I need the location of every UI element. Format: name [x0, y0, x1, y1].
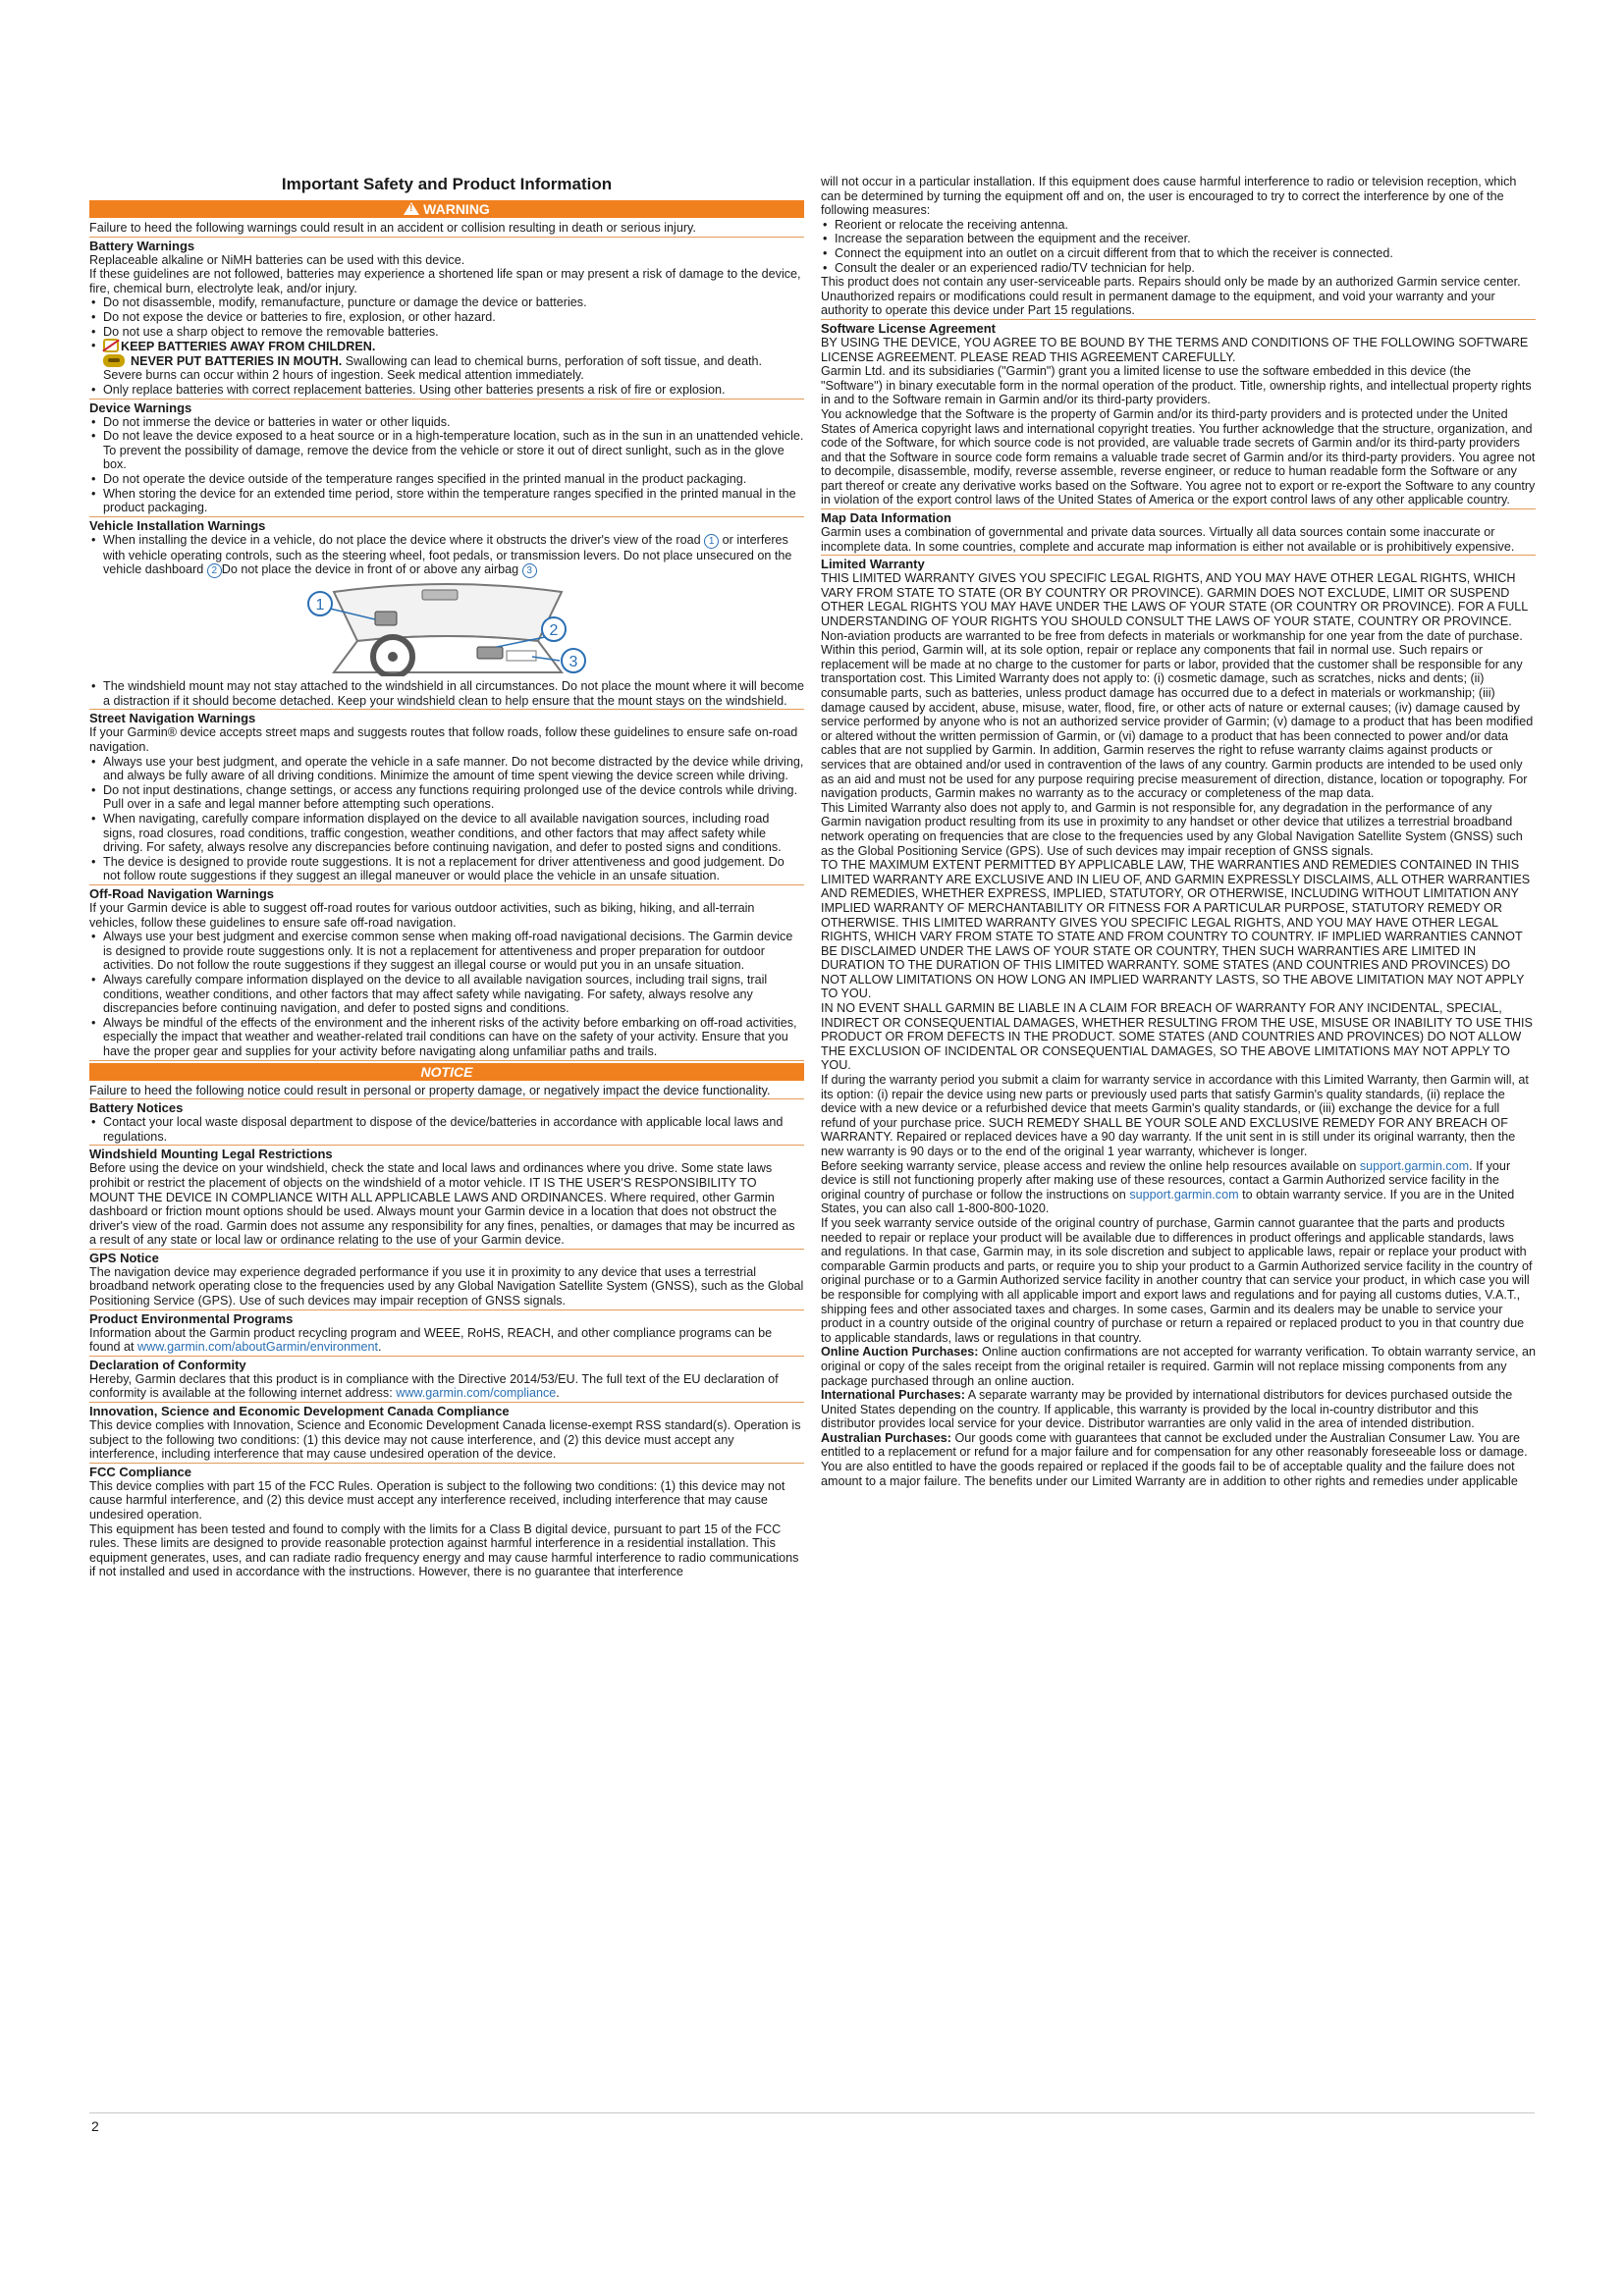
page-number: 2 — [91, 2118, 99, 2134]
list-item — [89, 533, 804, 579]
offroad-nav-list — [89, 930, 804, 1058]
aus-purchase-paragraph — [821, 1431, 1536, 1488]
right-column — [821, 175, 1536, 1490]
warning-intro-section — [89, 221, 804, 238]
left-column — [89, 175, 804, 1581]
battery-warnings-section — [89, 239, 804, 400]
warranty-section — [821, 557, 1536, 1489]
env-programs-end: . — [378, 1340, 382, 1355]
list-item: • Do not use a sharp object to remove the removable batteries. — [89, 325, 804, 340]
warranty-p7-c: to obtain warranty service. If you are in the United States, you can also call 1-800-800-1020. — [821, 1187, 1515, 1216]
software-p1: BY USING THE DEVICE, YOU AGREE TO BE BOUND BY THE TERMS AND CONDITIONS OF THE FOLLOWING SOFTWARE LICENSE AGREEMENT. PLEASE READ THIS AGREEMENT CAREFULLY. — [821, 335, 1529, 364]
never-mouth-text: NEVER PUT BATTERIES IN MOUTH. — [131, 353, 343, 368]
canada-heading: Innovation, Science and Economic Development Canada Compliance — [89, 1404, 510, 1419]
warranty-p1: THIS LIMITED WARRANTY GIVES YOU SPECIFIC LEGAL RIGHTS, AND YOU MAY HAVE OTHER LEGAL RIGHTS, WHICH VARY FROM STATE TO STATE (OR BY COUNTRY OR PROVINCE). GARMIN DOES NOT EXCLUDE, LIMIT OR SUSPEND OTHER LEGAL RIGHTS YOU MAY HAVE UNDER THE LAWS OF YOUR STATE (OR COUNTRY OR PROVINCE). FOR A FULL UNDERSTANDING OF YOUR RIGHTS YOU SHOULD CONSULT THE LAWS OF YOUR STATE, COUNTRY OR PROVINCE. — [821, 571, 1528, 629]
warranty-p6: If during the warranty period you submit a claim for warranty service in accordance with this Limited Warranty, then Garmin will, at its option: (i) repair the device using new parts or previously used parts that satisfy Garmin's quality standards, (ii) replace the device with a new device or a refurbished device that meets Garmin's quality standards, or (iii) exchange the device for a full refund of your purchase price. SUCH REMEDY SHALL BE YOUR SOLE AND EXCLUSIVE REMEDY FOR ANY BREACH OF WARRANTY. Repaired or replaced devices have a 90 day warranty. If the unit sent in is still under its original warranty, then the new warranty is 90 days or to the end of the original 1 year warranty, whichever is longer. — [821, 1073, 1529, 1158]
list-item: • Always use your best judgment and exercise common sense when making off-road navigational decisions. The Garmin device is designed to provide route suggestions only. It is not a replacement for attentiveness and proper preparation for outdoor activities. Do not follow the route suggestions if they suggest an illegal course or would put you in an unsafe situation. — [89, 930, 804, 973]
intl-purchase-paragraph — [821, 1388, 1536, 1431]
callout-3-icon: 3 — [522, 563, 537, 578]
online-auction-text: Online auction confirmations are not accepted for warranty verification. To obtain warranty service, an original or copy of the sales receipt from the original retailer is required. Garmin will not replace missing components from any package purchased through an online auction. — [821, 1345, 1536, 1388]
footer-divider — [89, 2112, 1535, 2113]
windshield-section — [89, 1147, 804, 1250]
conformity-paragraph — [89, 1372, 804, 1401]
street-nav-intro: If your Garmin® device accepts street maps and suggests routes that follow roads, follow these guidelines to ensure safe on-road navigation. — [89, 725, 798, 755]
vehicle-item1-b: or interferes with vehicle operating controls, such as the steering wheel, foot pedals, or transmission levers. Do not place unsecured on the vehicle dashboard — [103, 532, 792, 577]
windshield-heading: Windshield Mounting Legal Restrictions — [89, 1147, 333, 1162]
device-warnings-section — [89, 400, 804, 517]
gps-notice-heading: GPS Notice — [89, 1250, 159, 1265]
list-item: • Reorient or relocate the receiving antenna. — [821, 218, 1536, 233]
list-item: • Contact your local waste disposal department to dispose of the device/batteries in accordance with applicable local laws and regulations. — [89, 1115, 804, 1144]
dashboard-illustration — [304, 582, 589, 676]
dashboard-figure — [89, 582, 804, 676]
support-link-1[interactable]: support.garmin.com — [1359, 1158, 1470, 1173]
list-item: • Always carefully compare information displayed on the device to all available navigation sources, including trail signs, trail conditions, weather conditions, and other factors that may affect safety while navigating. For safety, always resolve any discrepancies before continuing navigation, and defer to posted signs and conditions. — [89, 973, 804, 1016]
callout-2-icon: 2 — [207, 563, 222, 578]
list-item: • Do not expose the device or batteries to fire, explosion, or other hazard. — [89, 310, 804, 325]
never-mouth-detail: Swallowing can lead to chemical burns, perforation of soft tissue, and death. Severe burns can occur within 2 hours of ingestion. Seek medical attention immediately. — [103, 353, 763, 383]
battery-warnings-p2: If these guidelines are not followed, batteries may experience a shortened life span or may present a risk of damage to the device, fire, chemical burn, electrolyte leak, and/or injury. — [89, 267, 801, 295]
callout-1-icon: 1 — [704, 534, 719, 549]
online-auction-paragraph — [821, 1345, 1536, 1388]
fcc-p3: This product does not contain any user-serviceable parts. Repairs should only be made by an authorized Garmin service center. Unauthorized repairs or modifications could result in permanent damage to the equipment, and void your warranty and your authority to operate this device under Part 15 regulations. — [821, 275, 1521, 318]
street-nav-list — [89, 755, 804, 883]
street-nav-section — [89, 711, 804, 885]
list-item: • The device is designed to provide route suggestions. It is not a replacement for driver attentiveness and good judgement. Do not follow route suggestions if they suggest an illegal maneuver or would place the vehicle in an unsafe situation. — [89, 855, 804, 883]
street-nav-heading: Street Navigation Warnings — [89, 711, 256, 726]
vehicle-install-heading: Vehicle Installation Warnings — [89, 517, 266, 533]
aus-purchase-text: Our goods come with guarantees that cannot be excluded under the Australian Consumer Law. You are entitled to a replacement or refund for a major failure and for compensation for any other reasonably foreseeable loss or damage. You are also entitled to have the goods repaired or replaced if the goods fail to be of acceptable quality and the failure does not amount to a major failure. The benefits under our Limited Warranty are in addition to other rights and remedies under applicable — [821, 1430, 1528, 1488]
list-item: • Do not disassemble, modify, remanufacture, puncture or damage the device or batteries. — [89, 295, 804, 310]
gps-notice-section — [89, 1251, 804, 1310]
software-section — [821, 321, 1536, 509]
fcc-p2: This equipment has been tested and found to comply with the limits for a Class B digital device, pursuant to part 15 of the FCC rules. These limits are designed to provide reasonable protection against harmful interference in a residential installation. This equipment generates, uses, and can radiate radio frequency energy and may cause harmful interference to radio communications if not installed and used in accordance with the instructions. However, there is no guarantee that interference — [89, 1522, 799, 1579]
notice-intro-section — [89, 1084, 804, 1100]
device-warnings-list — [89, 415, 804, 515]
windshield-text: Before using the device on your windshield, check the state and local laws and ordinances where you drive. Some state laws prohibit or restrict the placement of objects on the windshield of a motor vehicle. IT IS THE USER'S RESPONSIBILITY TO MOUNT THE DEVICE IN COMPLIANCE WITH ALL APPLICABLE LAWS AND ORDINANCES. Where required, other Garmin dashboard or friction mount options should be used. Always mount your Garmin device in a location that does not obstruct the driver's view of the road. Garmin does not assume any responsibility for any fines, penalties, or damages that may be incurred as a result of any state or local law or ordinance relating to the use of your Garmin device. — [89, 1161, 795, 1248]
offroad-nav-heading: Off-Road Navigation Warnings — [89, 886, 275, 901]
warranty-p4: TO THE MAXIMUM EXTENT PERMITTED BY APPLICABLE LAW, THE WARRANTIES AND REMEDIES CONTAINED IN THIS LIMITED WARRANTY ARE EXCLUSIVE AND IN LIEU OF, AND GARMIN EXPRESSLY DISCLAIMS, ALL OTHER WARRANTIES AND REMEDIES, WHETHER EXPRESS, IMPLIED, STATUTORY, OR OTHERWISE, INCLUDING WITHOUT LIMITATION ANY IMPLIED WARRANTY OF MERCHANTABILITY OR FITNESS FOR A PARTICULAR PURPOSE, STATUTORY REMEDY OR OTHERWISE. THIS LIMITED WARRANTY GIVES YOU SPECIFIC LEGAL RIGHTS, AND YOU MAY HAVE OTHER LEGAL RIGHTS, WHICH VARY FROM STATE TO STATE AND FROM COUNTRY TO COUNTRY. IF IMPLIED WARRANTIES CANNOT BE DISCLAIMED UNDER THE LAWS OF YOUR STATE OR COUNTRY, THEN SUCH WARRANTIES ARE LIMITED IN DURATION TO THE DURATION OF THIS LIMITED WARRANTY. SOME STATES (AND COUNTRIES AND PROVINCES) DO NOT ALLOW LIMITATIONS ON HOW LONG AN IMPLIED WARRANTY LASTS, SO THE ABOVE LIMITATION MAY NOT APPLY TO YOU. — [821, 858, 1531, 1001]
keep-away-text: KEEP BATTERIES AWAY FROM CHILDREN. — [121, 340, 376, 354]
env-programs-text: Information about the Garmin product recycling program and WEEE, RoHS, REACH, and other compliance programs can be found at — [89, 1325, 773, 1355]
notice-banner: NOTICE — [89, 1063, 804, 1081]
aus-purchase-label: Australian Purchases: — [821, 1430, 951, 1445]
warranty-p8: If you seek warranty service outside of the original country of purchase, Garmin cannot guarantee that the parts and products needed to repair or replace your product will be available due to differences in product offerings and applicable standards, laws and regulations. In that case, Garmin may, in its sole discretion and subject to applicable laws, repair or replace your product with comparable Garmin products and parts, or require you to ship your product to a Garmin Authorized service facility in the country of original purchase or to a Garmin Authorized service facility in another country that can service your product, in which case you will be responsible for complying with all applicable import and export laws and regulations and for paying all customs duties, V.A.T., shipping fees and other associated taxes and charges. In some cases, Garmin and its dealers may be unable to service your product in a country outside of the original country of purchase or return a repaired or replaced product to you in that country due to applicable standards, laws or regulations in that country. — [821, 1215, 1533, 1345]
conformity-heading: Declaration of Conformity — [89, 1357, 246, 1372]
canada-text: This device complies with Innovation, Science and Economic Development Canada license-exempt RSS standard(s). Operation is subject to the following two conditions: (1) this device may not cause interference, and (2) this device must accept any interference, including interference that may cause undesired operation of the device. — [89, 1418, 801, 1462]
support-link-2[interactable]: support.garmin.com — [1129, 1187, 1239, 1201]
list-item: • The windshield mount may not stay attached to the windshield in all circumstances. Do not place the mount where it will become a distraction if it should become detached. Keep your windshield clean to help ensure that the mount stays on the windshield. — [89, 679, 804, 708]
vehicle-install-section — [89, 518, 804, 711]
list-item: • Do not leave the device exposed to a heat source or in a high-temperature location, such as in the sun in an unattended vehicle. To prevent the possibility of damage, remove the device from the vehicle or store it out of direct sunlight, such as in the glove box. — [89, 429, 804, 472]
battery-swallow-icon — [103, 354, 125, 367]
warning-label: WARNING — [423, 201, 490, 217]
figure-callout-3: 3 — [568, 654, 578, 671]
env-programs-section — [89, 1311, 804, 1357]
conformity-text: Hereby, Garmin declares that this product is in compliance with the Directive 2014/53/EU. The full text of the EU declaration of conformity is available at the following internet address: — [89, 1371, 779, 1401]
notice-intro: Failure to heed the following notice could result in personal or property damage, or negatively impact the device functionality. — [89, 1083, 771, 1097]
warning-icon — [404, 202, 419, 215]
fcc-heading: FCC Compliance — [89, 1464, 192, 1479]
list-item: • Increase the separation between the equipment and the receiver. — [821, 232, 1536, 246]
warranty-p7-a: Before seeking warranty service, please access and review the online help resources available on — [821, 1158, 1360, 1173]
warranty-heading: Limited Warranty — [821, 557, 925, 572]
map-data-heading: Map Data Information — [821, 510, 951, 526]
warranty-p5: IN NO EVENT SHALL GARMIN BE LIABLE IN A CLAIM FOR BREACH OF WARRANTY FOR ANY INCIDENTAL, SPECIAL, INDIRECT OR CONSEQUENTIAL DAMAGES, WHETHER RESULTING FROM THE USE, MISUSE OR INABILITY TO USE THIS PRODUCT OR FROM DEFECTS IN THE PRODUCT. SOME STATES (AND COUNTRIES AND PROVINCES) DO NOT ALLOW THE EXCLUSION OF INCIDENTAL OR CONSEQUENTIAL DAMAGES, SO THE ABOVE LIMITATIONS MAY NOT APPLY TO YOU. — [821, 1001, 1533, 1073]
battery-notices-section — [89, 1100, 804, 1146]
battery-warnings-intro: Replaceable alkaline or NiMH batteries can be used with this device. — [89, 252, 465, 267]
list-item: • Do not operate the device outside of the temperature ranges specified in the printed manual in the product packaging. — [89, 472, 804, 487]
list-item — [89, 354, 804, 383]
list-item: • Always be mindful of the effects of the environment and the inherent risks of the activity before embarking on off-road activities, especially the impact that weather and weather-related trail conditions can have on the safety of your activity. Ensure that you have the proper gear and supplies for your activity before navigating along unfamiliar paths and trails. — [89, 1016, 804, 1059]
conformity-section — [89, 1358, 804, 1403]
intl-purchase-text: A separate warranty may be provided by international distributors for devices purchased outside the United States depending on the country. If applicable, this warranty is provided by the local in-country distributor and this distributor provides local service for your device. Distributor warranties are only valid in the area of intended distribution. — [821, 1388, 1513, 1431]
list-item: • Only replace batteries with correct replacement batteries. Using other batteries presents a risk of fire or explosion. — [89, 383, 804, 398]
list-item: • When navigating, carefully compare information displayed on the device to all available navigation sources, including road signs, road closures, road conditions, traffic congestion, weather conditions, and other factors that may affect safety while driving. For safety, always resolve any discrepancies before continuing navigation, and defer to posted signs and conditions. — [89, 812, 804, 855]
vehicle-item1-c: Do not place the device in front of or above any airbag — [221, 562, 519, 577]
conformity-link[interactable]: www.garmin.com/compliance — [396, 1386, 557, 1401]
fcc-p1: This device complies with part 15 of the FCC Rules. Operation is subject to the following two conditions: (1) this device may not cause harmful interference, and (2) this device must accept any interference received, including interference that may cause undesired operation. — [89, 1478, 785, 1522]
battery-warnings-heading: Battery Warnings — [89, 238, 195, 253]
vehicle-install-list — [89, 533, 804, 579]
software-p2: Garmin Ltd. and its subsidiaries ("Garmin") grant you a limited license to use the software embedded in this device (the "Software") in binary executable form in the normal operation of the product. Title, ownership rights, and intellectual property rights in and to the Software remain in Garmin and/or its third-party providers. — [821, 364, 1532, 407]
keep-from-children-icon — [103, 339, 119, 352]
warranty-p7-b: . If your device is still not functioning properly after making use of these resources, contact a Garmin Authorized service facility in the original country of purchase or follow the instructions on — [821, 1158, 1511, 1201]
env-programs-heading: Product Environmental Programs — [89, 1310, 294, 1326]
vehicle-install-list-2 — [89, 679, 804, 708]
list-item: • Connect the equipment into an outlet on a circuit different from that to which the receiver is connected. — [821, 246, 1536, 261]
online-auction-label: Online Auction Purchases: — [821, 1345, 979, 1360]
battery-notices-list — [89, 1115, 804, 1144]
offroad-nav-section — [89, 886, 804, 1061]
warranty-p7 — [821, 1159, 1536, 1216]
list-item: • Consult the dealer or an experienced radio/TV technician for help. — [821, 261, 1536, 276]
list-item: • Do not input destinations, change settings, or access any functions requiring prolonged use of the device controls while driving. Pull over in a safe and legal manner before attempting such operations. — [89, 783, 804, 812]
software-heading: Software License Agreement — [821, 320, 996, 336]
fcc-section — [89, 1465, 804, 1580]
device-warnings-heading: Device Warnings — [89, 400, 192, 415]
list-item: • When storing the device for an extended time period, store within the temperature ranges specified in the printed manual in the product packaging. — [89, 487, 804, 515]
map-data-text: Garmin uses a combination of governmental and private data sources. Virtually all data sources contain some inaccurate or incomplete data. In some countries, complete and accurate map information is either not available or is prohibitively expensive. — [821, 525, 1515, 554]
list-item: • Always use your best judgment, and operate the vehicle in a safe manner. Do not become distracted by the device while driving, and always be fully aware of all driving conditions. Minimize the amount of time spent viewing the device screen while driving. — [89, 755, 804, 783]
battery-warnings-list — [89, 295, 804, 397]
warranty-p2: Non-aviation products are warranted to be free from defects in materials or workmanship for one year from the date of purchase. Within this period, Garmin will, at its sole option, repair or replace any components that fail in normal use. Such repairs or replacement will be made at no charge to the customer for parts or labor, provided that the customer shall be responsible for any transportation cost. This Limited Warranty does not apply to: (i) cosmetic damage, such as scratches, nicks and dents; (ii) consumable parts, such as batteries, unless product damage has occurred due to a defect in materials or workmanship; (iii) damage caused by accident, abuse, misuse, water, flood, fire, or other acts of nature or external causes; (iv) damage caused by service performed by anyone who is not an authorized service provider of Garmin; (v) damage to a product that has been modified or altered without the written permission of Garmin, or (vi) damage to a product that has been connected to power and/or data cables that are not supplied by Garmin. In addition, Garmin reserves the right to refuse warranty claims against products or services that are obtained and/or used in contravention of the laws of any country. Garmin products are intended to be used only as an aid and must not be used for any purpose requiring precise measurement of direction, distance, location or topography. For navigation products, Garmin makes no warranty as to the accuracy or completeness of the map data. — [821, 628, 1534, 801]
intl-purchase-label: International Purchases: — [821, 1388, 965, 1403]
list-item: • Do not immerse the device or batteries in water or other liquids. — [89, 415, 804, 430]
canada-section — [89, 1404, 804, 1464]
page-title: Important Safety and Product Information — [281, 175, 613, 193]
map-data-section — [821, 510, 1536, 556]
fcc-continued-section — [821, 175, 1536, 320]
fcc-cont: will not occur in a particular installation. If this equipment does cause harmful interference to radio or television reception, which can be determined by turning the equipment off and on, the user is encouraged to try to correct the interference by one of the following measures: — [821, 175, 1517, 218]
warning-banner — [89, 200, 804, 218]
offroad-nav-intro: If your Garmin device is able to suggest off-road routes for various outdoor activities, such as biking, hiking, and all-terrain vehicles, follow these guidelines to ensure safe off-road navigation. — [89, 901, 755, 930]
fcc-measures-list — [821, 218, 1536, 275]
warranty-p3: This Limited Warranty also does not apply to, and Garmin is not responsible for, any degradation in the performance of any Garmin navigation product resulting from its use in proximity to any handset or other device that utilizes a terrestrial broadband network operating on frequencies that are close to the frequencies used by any Global Navigation Satellite System (GNSS) such as the Global Positioning Service (GPS). Use of such devices may impair reception of GNSS signals. — [821, 800, 1523, 858]
env-programs-paragraph — [89, 1326, 804, 1355]
vehicle-item1-a: When installing the device in a vehicle, do not place the device where it obstructs the driver's view of the road — [103, 532, 701, 547]
conformity-end: . — [556, 1386, 560, 1401]
list-item — [89, 339, 804, 354]
figure-callout-2: 2 — [549, 622, 559, 640]
figure-callout-1: 1 — [315, 597, 325, 614]
gps-notice-text: The navigation device may experience degraded performance if you use it in proximity to any device that uses a terrestrial broadband network operating close to the frequencies used by any Global Navigation Satellite System (GNSS), such as the Global Positioning Service (GPS). Use of such devices may impair reception of GNSS signals. — [89, 1264, 804, 1308]
env-programs-link[interactable]: www.garmin.com/aboutGarmin/environment — [137, 1340, 379, 1355]
warning-intro: Failure to heed the following warnings could result in an accident or collision resulting in death or serious injury. — [89, 221, 696, 235]
software-p3: You acknowledge that the Software is the property of Garmin and/or its third-party providers and is protected under the United States of America copyright laws and international copyright treaties. You further acknowledge that the structure, organization, and code of the Software, for which source code is not provided, are valuable trade secrets of Garmin and/or its third-party providers and that the Software in source code form remains a valuable trade secret of Garmin and/or its third-party providers. You agree not to decompile, disassemble, modify, reverse assemble, reverse engineer, or reduce to human readable form the Software or any part thereof or create any derivative works based on the Software. You agree not to export or re-export the Software to any country in violation of the export control laws of the United States of America or the export control laws of any other applicable country. — [821, 406, 1536, 507]
battery-notices-heading: Battery Notices — [89, 1100, 184, 1116]
